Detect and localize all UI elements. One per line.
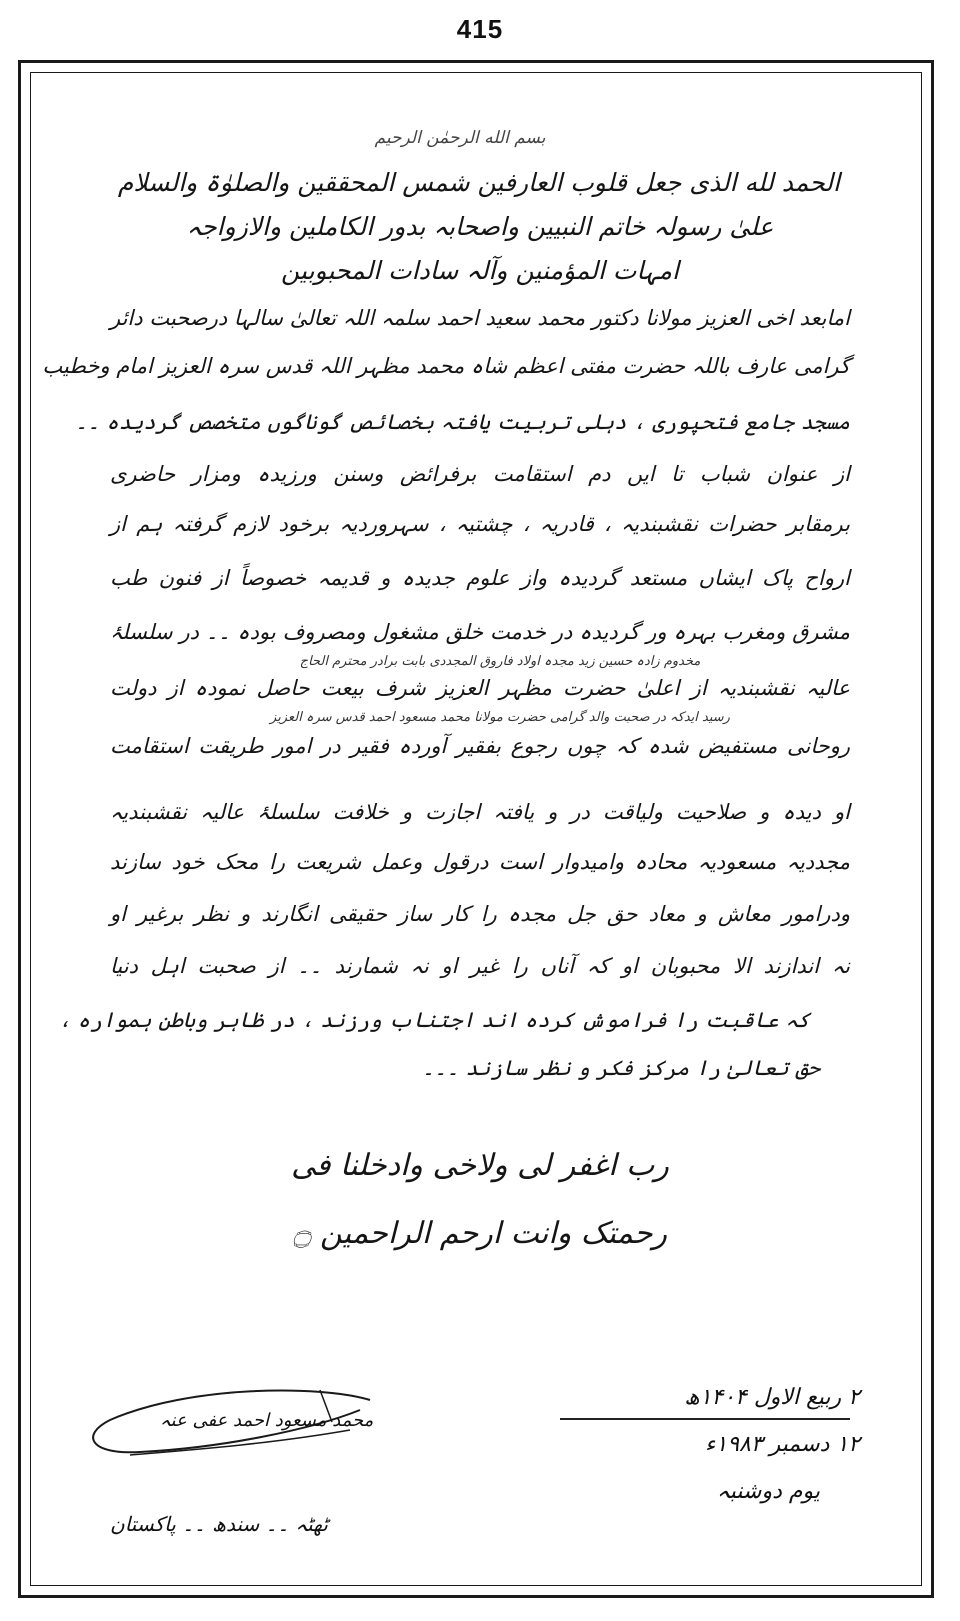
body-line-7: مشرق ومغرب بہرہ ور گردیدہ در خدمت خلق مشغول ومصروف بودہ ۔۔ در سلسلۂ <box>110 620 850 644</box>
signature-flourish-icon <box>70 1380 400 1490</box>
basmala: بسم الله الرحمٰن الرحیم <box>374 128 546 148</box>
page-number: 415 <box>456 14 504 44</box>
date-divider <box>560 1418 850 1420</box>
body-line-3: مسجد جامع فتحپوری ، دہلی تربیت یافتہ بخصائص گوناگوں متخصص گردیدہ ۔۔ <box>75 410 850 434</box>
interlinear-note-2: رسید ایدکہ در صحبت والد گرامی حضرت مولانا محمد مسعود احمد قدس سرہ العزیز <box>270 710 730 725</box>
closing-prayer-line-1: رب اغفر لی ولاخی وادخلنا فی <box>291 1148 669 1183</box>
body-line-11: مجددیہ مسعودیہ محادہ وامیدوار است درقول وعمل شریعت را محک خود سازند <box>110 850 850 874</box>
body-line-15: حق تعالیٰ را مرکز فکر و نظر سازند ۔۔۔ <box>422 1056 820 1080</box>
body-line-1: امابعد اخی العزیز مولانا دکتور محمد سعید احمد سلمہ اللہ تعالیٰ سالہا درصحبت دائر <box>110 306 850 330</box>
opening-line-1: الحمد لله الذی جعل قلوب العارفین شمس المحققین والصلوٰۃ والسلام <box>117 168 840 197</box>
body-line-9: روحانی مستفیض شدہ کہ چوں رجوع بفقیر آوردہ فقیر در امور طریقت استقامت <box>110 734 850 758</box>
body-line-14: کہ عاقبت را فراموش کردہ اند اجتناب ورزند ، در ظاہر وباطن ہموارہ ، <box>58 1008 810 1032</box>
closing-prayer-line-2: رحمتک وانت ارحم الراحمین ۝ <box>292 1216 668 1251</box>
date-block <box>560 1385 860 1504</box>
page-frame-inner <box>30 72 922 1586</box>
body-line-10: او دیدہ و صلاحیت ولیاقت در و یافتہ اجازت و خلافت سلسلۂ عالیہ نقشبندیہ <box>110 800 850 824</box>
body-line-5: برمقابر حضرات نقشبندیہ ، قادریہ ، چشتیہ ، سہروردیہ برخود لازم گرفتہ ہم از <box>110 512 850 536</box>
hijri-date: ۲ ربیع الاول ۱۴۰۴ھ <box>684 1385 860 1410</box>
opening-line-2: علیٰ رسولہ خاتم النبیین واصحابہ بدور الکاملین والازواجہ <box>186 212 774 241</box>
body-line-13: نہ اندازند الا محبوبان او کہ آناں را غیر او نہ شمارند ۔۔ از صحبت اہل دنیا <box>110 954 850 978</box>
body-line-2: گرامی عارف باللہ حضرت مفتی اعظم شاہ محمد مظہر اللہ قدس سرہ العزیز امام وخطیب <box>42 354 850 378</box>
body-line-6: ارواح پاک ایشاں مستعد گردیدہ واز علوم جدیدہ و قدیمہ خصوصاً از فنون طب <box>110 566 850 590</box>
body-line-4: از عنوان شباب تا ایں دم استقامت برفرائض وسنن ورزیدہ ومزار حاضری <box>110 462 850 486</box>
body-line-8: عالیہ نقشبندیہ از اعلیٰ حضرت مظہر العزیز شرف بیعت حاصل نمودہ از دولت <box>110 676 850 700</box>
opening-line-3: امہات المؤمنین وآلہ سادات المحبوبین <box>281 256 679 285</box>
body-line-12: ودرامور معاش و معاد حق جل مجدہ را کار ساز حقیقی انگارند و نظر برغیر او <box>110 902 850 926</box>
place-line: ٹھٹہ ۔۔ سندھ ۔۔ پاکستان <box>110 1512 328 1536</box>
interlinear-note-1: مخدوم زادہ حسین زید مجدہ اولاد فاروق المجددی بابت برادر محترم الحاج <box>299 654 701 669</box>
gregorian-date: ۱۲ دسمبر ۱۹۸۳ء <box>705 1432 860 1457</box>
weekday: یوم دوشنبہ <box>716 1479 820 1504</box>
signature-name: محمد مسعود احمد عفی عنہ <box>160 1410 374 1431</box>
signature <box>70 1380 400 1490</box>
